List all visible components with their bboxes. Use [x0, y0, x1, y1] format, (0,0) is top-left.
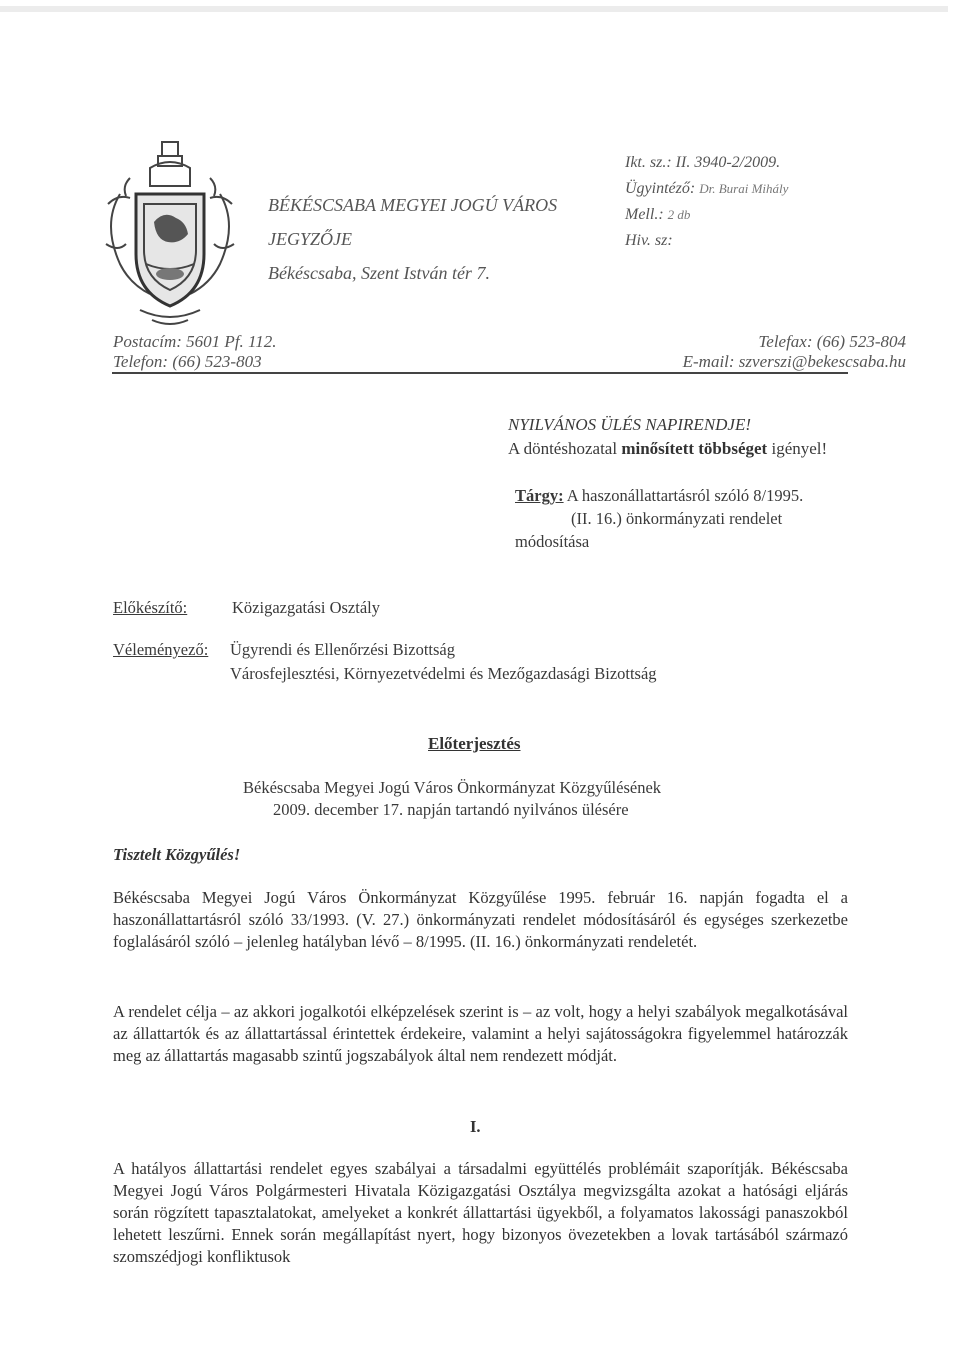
issuer-address: Békéscsaba, Szent István tér 7. [268, 263, 490, 283]
issuer-title: JEGYZŐJE [268, 229, 352, 249]
proposal-line2: 2009. december 17. napján tartandó nyilvános ülésére [273, 800, 629, 819]
ugyintezo-line: Ügyintéző: Dr. Burai Mihály [625, 180, 789, 197]
proposal-line1: Békéscsaba Megyei Jogú Város Önkormányzat Közgyűlésének [243, 778, 662, 797]
scan-top-edge [0, 6, 948, 12]
coat-of-arms-icon [100, 134, 240, 334]
email-address: E-mail: szverszi@bekescsaba.hu [682, 352, 906, 371]
phone-number: Telefon: (66) 523-803 [113, 352, 262, 371]
paragraph-2: A rendelet célja – az akkori jogalkotói elképzelések szerint is – az volt, hogy a helyi szabályok megalkotásával az állattartók és az állattartással érintettek érdekeire, valamint a helyi sajátosságokra figyelemmel határozzák meg az állattartás magasabb szintű jogszabályok által nem rendezett módját. [113, 1002, 848, 1065]
preparer-label: Előkészítő: [113, 598, 188, 617]
postal-block [113, 332, 277, 372]
public-session-notice: NYILVÁNOS ÜLÉS NAPIRENDJE! [508, 415, 752, 434]
notice-block [508, 413, 827, 461]
subject-label: Tárgy: [515, 486, 564, 505]
postal-address: Postacím: 5601 Pf. 112. [113, 332, 277, 351]
contact-block [683, 332, 906, 372]
fax-number: Telefax: (66) 523-804 [758, 332, 906, 351]
section-heading: I. [470, 1117, 481, 1136]
subject-block [515, 484, 847, 553]
proposal-title: Előterjesztés [428, 734, 521, 753]
paragraph-1: Békéscsaba Megyei Jogú Város Önkormányzat Közgyűlése 1995. február 16. napján fogadta el a haszonállattartásról szóló 33/1993. (V. 27.) önkormányzati rendelet módosításáról és egységes szerkezetbe foglalásáról szóló – jelenleg hatályban lévő – 8/1995. (II. 16.) önkormányzati rendeletét. [113, 888, 848, 951]
subject-line2: (II. 16.) önkormányzati rendelet [571, 509, 783, 528]
hiv-line: Hiv. sz: [625, 232, 673, 249]
majority-notice: A döntéshozatal minősített többséget igényel! [508, 439, 828, 458]
reviewer-value-2: Városfejlesztési, Környezetvédelmi és Mezőgazdasági Bizottság [230, 664, 657, 683]
salutation: Tisztelt Közgyűlés! [113, 845, 241, 864]
ikt-line: Ikt. sz.: II. 3940-2/2009. [625, 154, 781, 171]
mell-line: Mell.: 2 db [625, 206, 691, 223]
paragraph-3: A hatályos állattartási rendelet egyes szabályai a társadalmi együttélés problémáit szaporítják. Békéscsaba Megyei Jogú Város Polgármesteri Hivatala Közigazgatási Osztálya megvizsgálta azokat a hatósági eljárás során rögzített tapasztalatokat, amelyeket a konkrét állattartási ügyekből, a folyamatos lakossági panaszokból lehetett leszűrni. Ennek során megállapítást nyert, hogy bizonyos övezetekben a lovak tartásából származó szomszédjogi konfliktusok [113, 1159, 848, 1266]
subject-line1: Tárgy: A haszonállattartásról szóló 8/1995. [515, 486, 804, 505]
reviewer-value-1: Ügyrendi és Ellenőrzési Bizottság [230, 640, 455, 659]
reviewer-label: Véleményező: [113, 640, 209, 659]
header-divider [112, 372, 848, 374]
issuer-name: BÉKÉSCSABA MEGYEI JOGÚ VÁROS [268, 195, 558, 215]
reference-block [625, 150, 788, 254]
issuer-block [268, 188, 557, 290]
preparer-value: Közigazgatási Osztály [232, 598, 380, 617]
subject-line3: módosítása [515, 532, 590, 551]
